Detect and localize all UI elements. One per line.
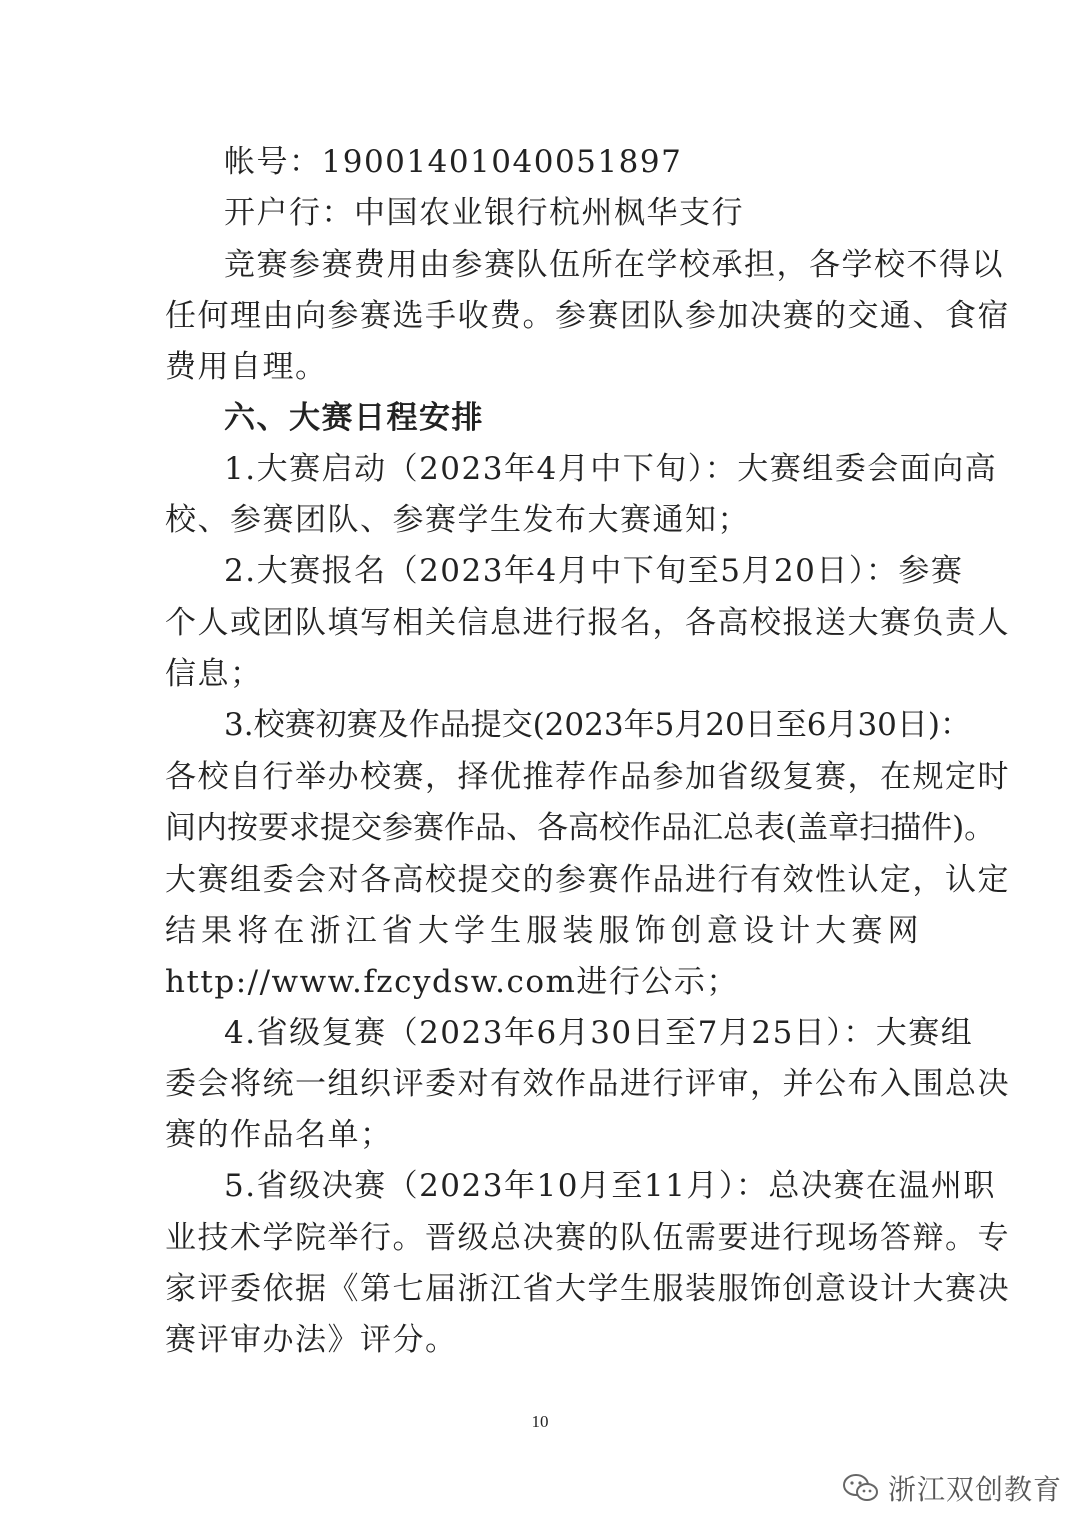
paragraph-line: 1.大赛启动（2023年4月中下旬）：大赛组委会面向高	[224, 451, 998, 487]
paragraph-line: 赛的作品名单；	[165, 1117, 393, 1153]
paragraph-line: 2.大赛报名（2023年4月中下旬至5月20日）：参赛	[224, 553, 964, 589]
paragraph-line: 4.省级复赛（2023年6月30日至7月25日）：大赛组	[224, 1015, 974, 1051]
paragraph-line: 间内按要求提交参赛作品、各高校作品汇总表(盖章扫描件)。	[165, 810, 996, 846]
paragraph-line: 委会将统一组织评委对有效作品进行评审，并公布入围总决	[165, 1066, 1010, 1102]
account-number-line: 帐号：19001401040051897	[224, 144, 683, 180]
paragraph-line: 各校自行举办校赛，择优推荐作品参加省级复赛，在规定时	[165, 759, 1010, 795]
url-line: http://www.fzcydsw.com进行公示；	[165, 964, 739, 1000]
paragraph-line: 竞赛参赛费用由参赛队伍所在学校承担，各学校不得以	[224, 247, 1004, 283]
paragraph-line: 校、参赛团队、参赛学生发布大赛通知；	[165, 502, 750, 538]
section-heading: 六、大赛日程安排	[224, 400, 484, 436]
paragraph-line: 3.校赛初赛及作品提交(2023年5月20日至6月30日)：	[224, 707, 971, 743]
paragraph-line: 个人或团队填写相关信息进行报名，各高校报送大赛负责人	[165, 605, 1010, 641]
watermark-text: 浙江双创教育	[888, 1473, 1063, 1506]
paragraph-line: 家评委依据《第七届浙江省大学生服装服饰创意设计大赛决	[165, 1271, 1010, 1307]
watermark	[842, 1468, 1062, 1508]
paragraph-line: 费用自理。	[165, 349, 328, 385]
paragraph-line: 任何理由向参赛选手收费。参赛团队参加决赛的交通、食宿	[165, 298, 1010, 334]
paragraph-line: 大赛组委会对各高校提交的参赛作品进行有效性认定，认定	[165, 862, 1010, 898]
paragraph-line: 结果将在浙江省大学生服装服饰创意设计大赛网	[165, 913, 920, 949]
paragraph-line: 业技术学院举行。晋级总决赛的队伍需要进行现场答辩。专	[165, 1220, 1010, 1256]
wechat-icon	[842, 1473, 880, 1503]
bank-line: 开户行：中国农业银行杭州枫华支行	[224, 195, 744, 231]
page-number: 10	[531, 1412, 549, 1431]
paragraph-line: 信息；	[165, 656, 263, 692]
paragraph-line: 5.省级决赛（2023年10月至11月）：总决赛在温州职	[224, 1168, 996, 1204]
paragraph-line: 赛评审办法》评分。	[165, 1322, 458, 1358]
